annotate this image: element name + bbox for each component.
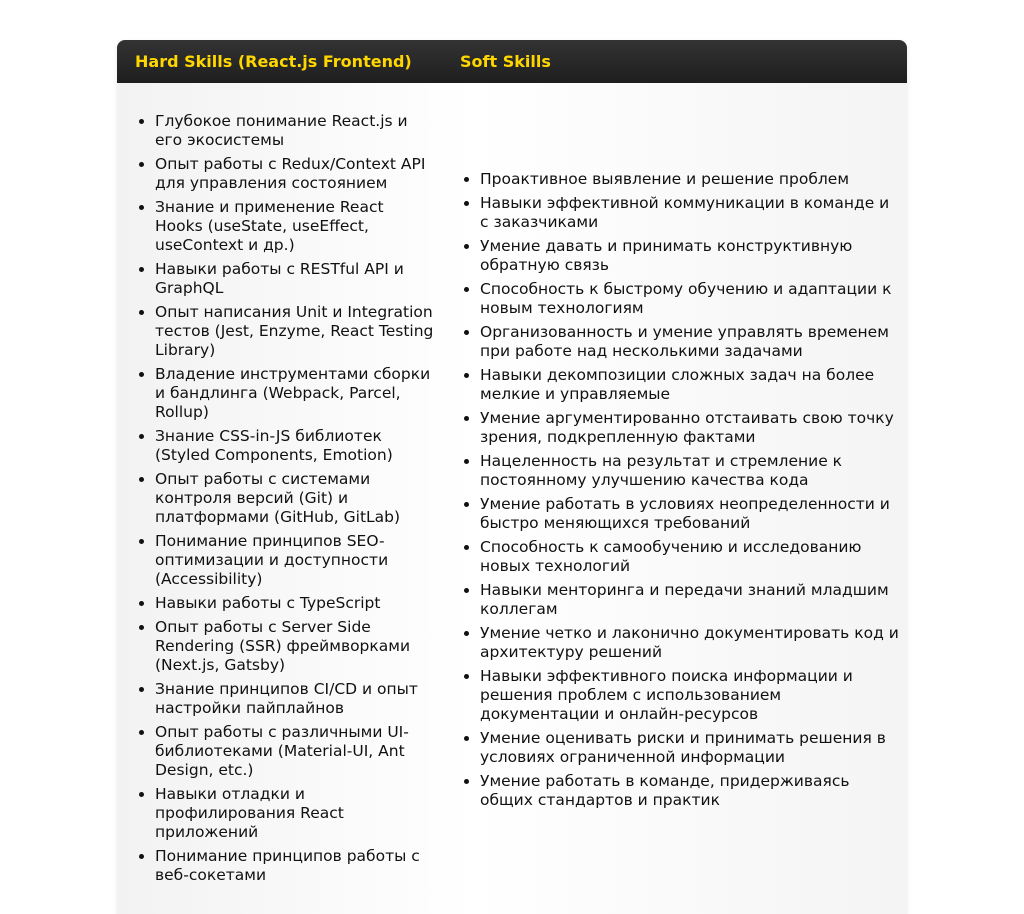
list-item: • Умение работать в условиях неопределенности и быстро меняющихся требований xyxy=(480,495,900,533)
list-item: • Умение аргументированно отстаивать свою точку зрения, подкрепленную фактами xyxy=(480,409,900,447)
list-item: • Навыки менторинга и передачи знаний младшим коллегам xyxy=(480,581,900,619)
hard-skills-list xyxy=(135,112,435,890)
list-item: • Организованность и умение управлять временем при работе над несколькими задачами xyxy=(480,323,900,361)
list-item: • Владение инструментами сборки и бандлинга (Webpack, Parcel, Rollup) xyxy=(155,365,435,422)
list-item: • Навыки работы с RESTful API и GraphQL xyxy=(155,260,435,298)
header-hard-skills: Hard Skills (React.js Frontend) xyxy=(135,52,412,71)
list-item: • Умение работать в команде, придерживаясь общих стандартов и практик xyxy=(480,772,900,810)
header-soft-skills: Soft Skills xyxy=(460,52,551,71)
list-item: • Знание CSS-in-JS библиотек (Styled Components, Emotion) xyxy=(155,427,435,465)
table-header xyxy=(117,40,907,83)
list-item: • Умение четко и лаконично документировать код и архитектуру решений xyxy=(480,624,900,662)
hard-skills-column xyxy=(135,83,435,914)
list-item: • Способность к самообучению и исследованию новых технологий xyxy=(480,538,900,576)
list-item: • Навыки декомпозиции сложных задач на более мелкие и управляемые xyxy=(480,366,900,404)
list-item: • Опыт работы с Redux/Context API для управления состоянием xyxy=(155,155,435,193)
list-item: • Опыт работы с системами контроля версий (Git) и платформами (GitHub, GitLab) xyxy=(155,470,435,527)
list-item: • Опыт написания Unit и Integration тестов (Jest, Enzyme, React Testing Library) xyxy=(155,303,435,360)
list-item: • Навыки работы с TypeScript xyxy=(155,594,435,613)
list-item: • Понимание принципов SEO-оптимизации и доступности (Accessibility) xyxy=(155,532,435,589)
list-item: • Умение давать и принимать конструктивную обратную связь xyxy=(480,237,900,275)
list-item: • Знание и применение React Hooks (useState, useEffect, useContext и др.) xyxy=(155,198,435,255)
list-item: • Умение оценивать риски и принимать решения в условиях ограниченной информации xyxy=(480,729,900,767)
list-item: • Навыки отладки и профилирования React приложений xyxy=(155,785,435,842)
soft-skills-column xyxy=(460,83,900,914)
list-item: • Понимание принципов работы с веб-сокетами xyxy=(155,847,435,885)
list-item: • Опыт работы с различными UI-библиотеками (Material-UI, Ant Design, etc.) xyxy=(155,723,435,780)
list-item: • Опыт работы с Server Side Rendering (SSR) фреймворками (Next.js, Gatsby) xyxy=(155,618,435,675)
list-item: • Проактивное выявление и решение проблем xyxy=(480,170,900,189)
soft-skills-list xyxy=(460,170,900,815)
list-item: • Способность к быстрому обучению и адаптации к новым технологиям xyxy=(480,280,900,318)
skills-table xyxy=(117,40,907,914)
list-item: • Навыки эффективной коммуникации в команде и с заказчиками xyxy=(480,194,900,232)
list-item: • Навыки эффективного поиска информации и решения проблем с использованием документации и онлайн-ресурсов xyxy=(480,667,900,724)
list-item: • Нацеленность на результат и стремление к постоянному улучшению качества кода xyxy=(480,452,900,490)
list-item: • Знание принципов CI/CD и опыт настройки пайплайнов xyxy=(155,680,435,718)
list-item: • Глубокое понимание React.js и его экосистемы xyxy=(155,112,435,150)
